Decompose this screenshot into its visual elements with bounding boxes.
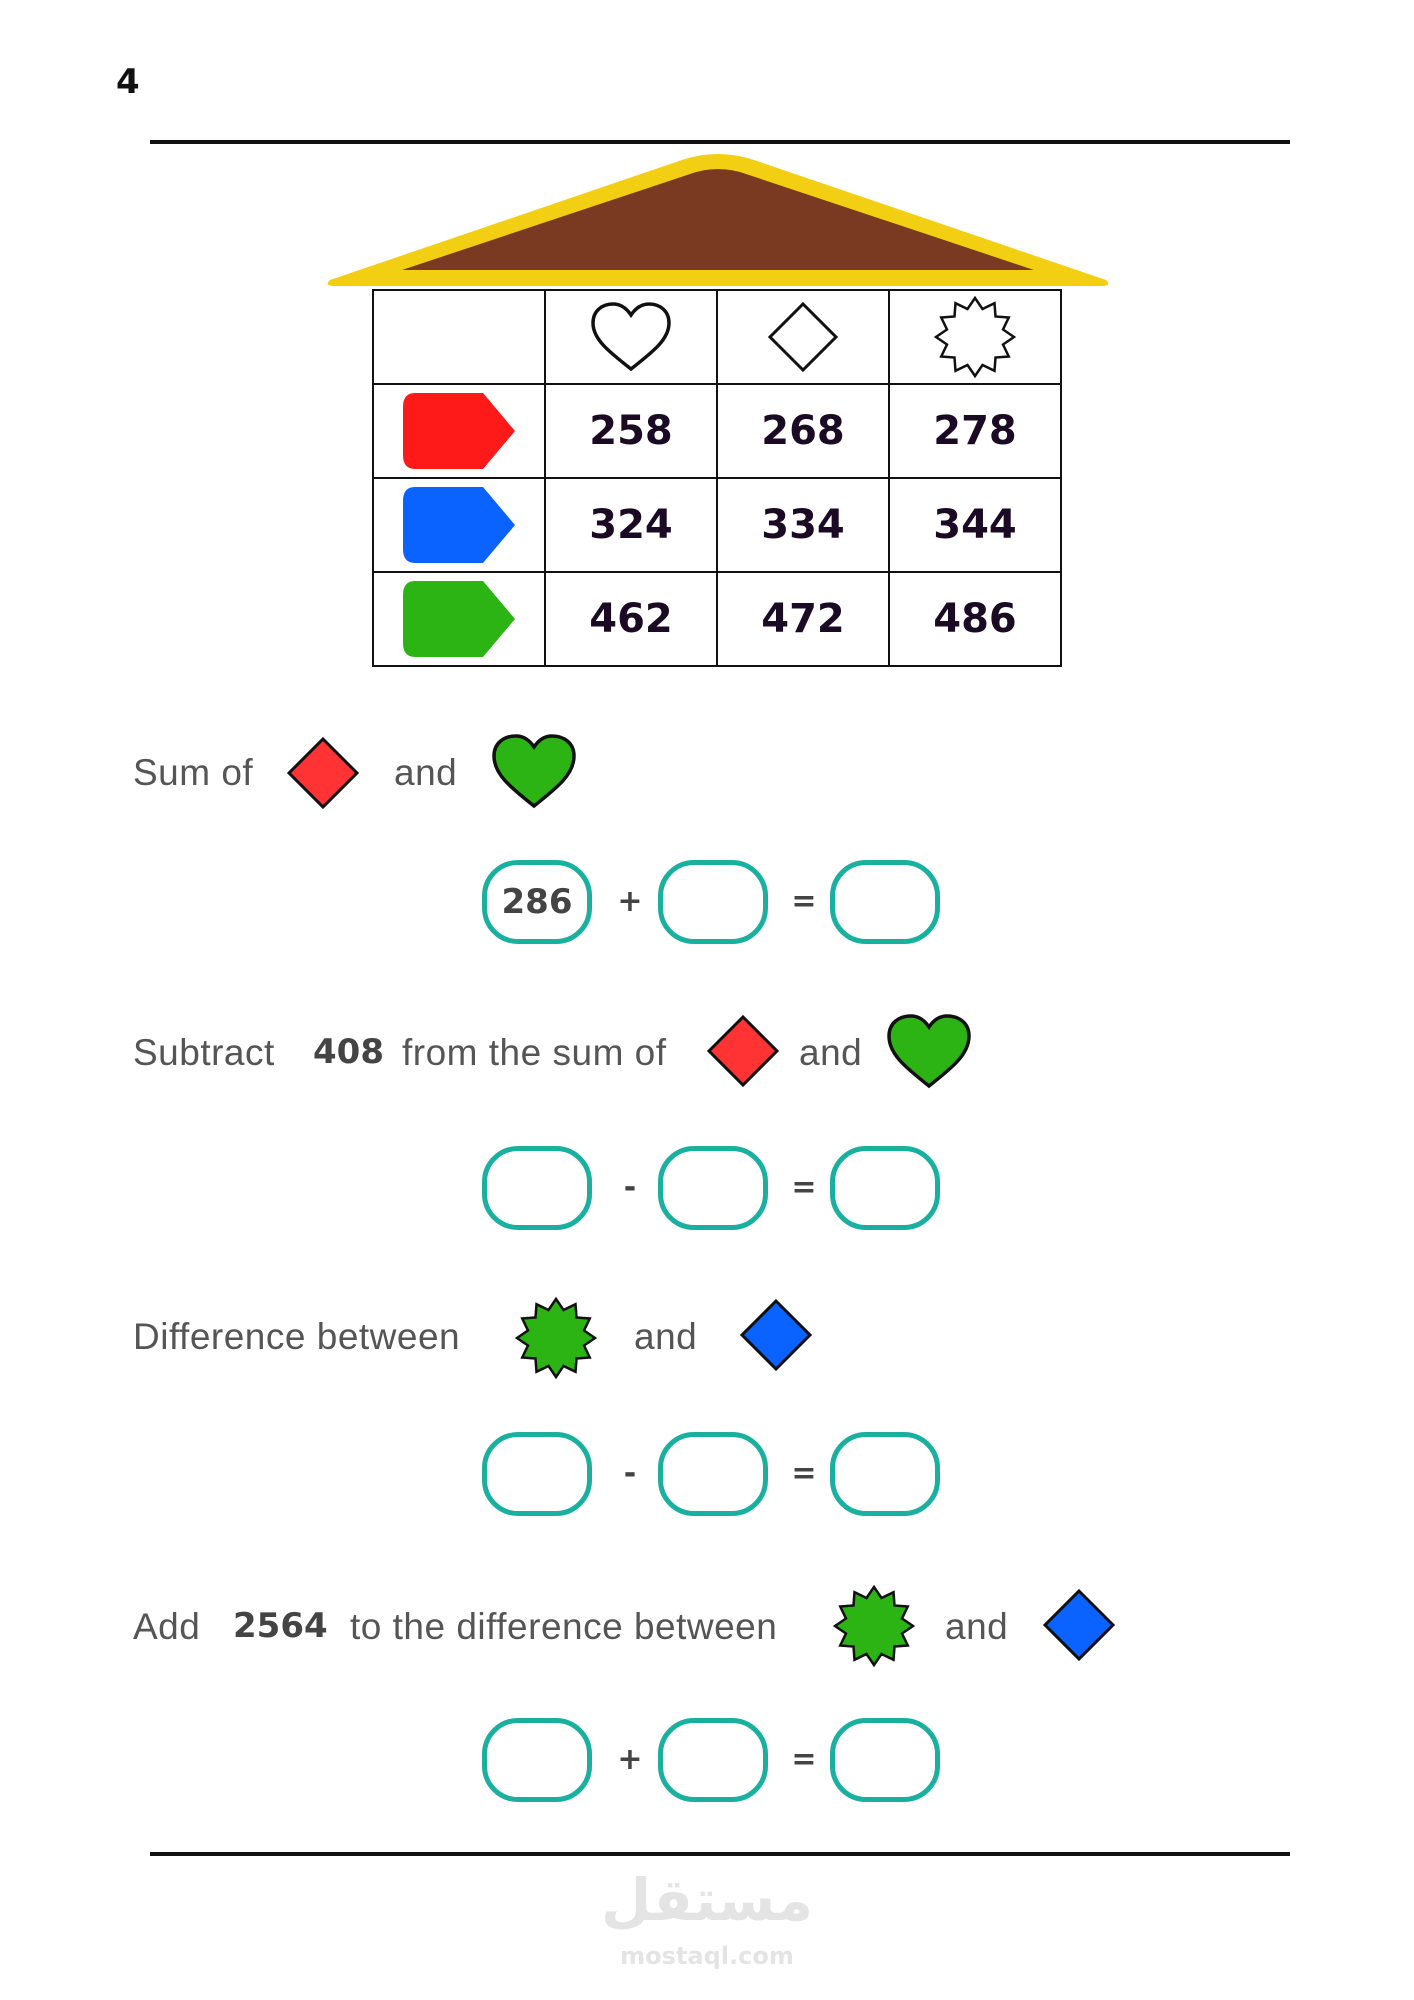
answer-box-3a[interactable] [482,1432,592,1516]
answer-box-2c[interactable] [830,1146,940,1230]
row-tag-cell [373,572,545,666]
equals-operator: = [791,1456,817,1491]
table-header-heart [545,290,717,384]
red-tag-icon [401,391,517,471]
question-4-text-add: Add [133,1606,201,1647]
bottom-divider [150,1852,1290,1856]
blue-tag-icon [401,485,517,565]
question-4-text-to-difference: to the difference between [350,1606,778,1647]
answer-box-1a[interactable]: 286 [482,860,592,944]
answer-box-4c[interactable] [830,1718,940,1802]
minus-operator: - [623,1456,637,1491]
red-diamond-icon [705,1013,781,1089]
question-4-text-and: and [945,1606,1009,1647]
answer-box-4b[interactable] [658,1718,768,1802]
blue-diamond-icon [738,1297,814,1373]
blue-diamond-icon [1041,1587,1117,1663]
heart-outline-icon [588,299,674,375]
answer-box-3b[interactable] [658,1432,768,1516]
question-4-number: 2564 [233,1606,328,1646]
diamond-outline-icon [765,299,841,375]
red-diamond-icon [285,735,361,811]
green-tag-icon [401,579,517,659]
plus-operator: + [617,1742,643,1777]
row-tag-cell [373,478,545,572]
green-heart-icon [885,1012,973,1092]
table-row [373,384,1061,478]
green-starburst-icon [514,1296,598,1380]
question-3-text-difference-between: Difference between [133,1316,461,1357]
top-divider [150,140,1290,144]
value-table [372,289,1062,667]
question-1-text-and: and [394,752,458,793]
plus-operator: + [617,884,643,919]
question-2-text-and: and [799,1032,863,1073]
question-2-text-subtract: Subtract [133,1032,275,1073]
table-cell: 486 [933,596,1017,642]
question-2-text-from-sum: from the sum of [402,1032,667,1073]
row-tag-cell [373,384,545,478]
house-roof [322,146,1114,294]
question-1-text-sum-of: Sum of [133,752,254,793]
equals-operator: = [791,1170,817,1205]
minus-operator: - [623,1170,637,1205]
watermark-logo-latin: mostaql.com [620,1942,794,1970]
table-row [373,572,1061,666]
table-corner-cell [373,290,545,384]
table-cell: 278 [933,408,1017,454]
watermark-logo-arabic: مستقل [600,1866,814,1934]
table-cell: 334 [761,502,845,548]
equals-operator: = [791,884,817,919]
green-heart-icon [490,732,578,812]
green-starburst-icon [832,1584,916,1668]
equals-operator: = [791,1742,817,1777]
answer-box-1b[interactable] [658,860,768,944]
table-row [373,478,1061,572]
answer-box-4a[interactable] [482,1718,592,1802]
answer-box-2a[interactable] [482,1146,592,1230]
table-cell: 462 [589,596,673,642]
table-cell: 324 [589,502,673,548]
question-2-number: 408 [313,1032,384,1072]
answer-box-3c[interactable] [830,1432,940,1516]
answer-box-2b[interactable] [658,1146,768,1230]
page-number: 4 [116,62,140,102]
table-header-diamond [717,290,889,384]
table-header-starburst [889,290,1061,384]
table-header-row [373,290,1061,384]
starburst-outline-icon [933,295,1017,379]
table-cell: 472 [761,596,845,642]
table-cell: 258 [589,408,673,454]
question-3-text-and: and [634,1316,698,1357]
table-cell: 268 [761,408,845,454]
answer-box-1c[interactable] [830,860,940,944]
table-cell: 344 [933,502,1017,548]
